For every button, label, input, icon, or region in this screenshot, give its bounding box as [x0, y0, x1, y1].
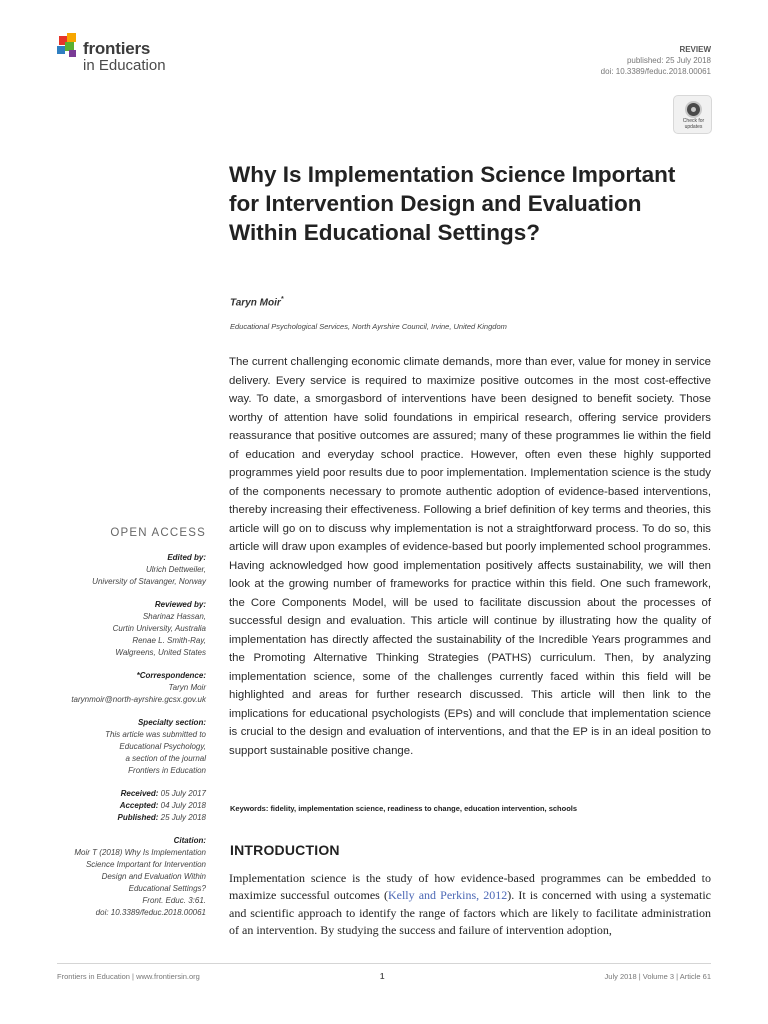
correspondence-block [36, 670, 206, 706]
published-date: published: 25 July 2018 [626, 56, 711, 65]
reviewed-by-label: Reviewed by: [154, 600, 206, 609]
footer-journal-link[interactable]: Frontiers in Education | www.frontiersin.org [57, 972, 200, 981]
intro-text-part1: Implementation science is the study of how evidence-based programmes can be embedded to maximize successful outcomes ( [229, 871, 711, 903]
citation-doi[interactable]: doi: 10.3389/feduc.2018.00061 [95, 908, 206, 917]
accepted-value: 04 July 2018 [160, 801, 206, 810]
footer-divider [57, 963, 711, 964]
published-label: Published: [117, 813, 159, 822]
keywords-label: Keywords: [230, 804, 269, 813]
page-number: 1 [380, 972, 385, 981]
introduction-text [229, 870, 711, 940]
author-name[interactable] [230, 296, 283, 308]
article-doi[interactable]: doi: 10.3389/feduc.2018.00061 [600, 67, 711, 76]
citation-line: Science Important for Intervention [85, 860, 206, 869]
article-info-sidebar [36, 527, 206, 930]
correspondence-mark: * [280, 296, 284, 303]
dates-block [36, 788, 206, 824]
reviewer-name[interactable]: Sharinaz Hassan, [142, 612, 206, 621]
specialty-label: Specialty section: [137, 718, 206, 727]
correspondence-label: *Correspondence: [136, 671, 206, 680]
keywords-list: fidelity, implementation science, readiness to change, education intervention, schools [270, 804, 578, 813]
frontiers-logo-icon [57, 33, 81, 59]
specialty-line: Frontiers in Education [128, 766, 206, 775]
published-date-sidebar [36, 812, 206, 824]
logo-journal-text: in Education [83, 57, 166, 74]
correspondence-name: Taryn Moir [168, 683, 206, 692]
received-value: 05 July 2017 [160, 789, 206, 798]
edited-by-label: Edited by: [167, 553, 206, 562]
article-type: REVIEW [679, 45, 711, 54]
citation-line: Front. Educ. 3:61. [142, 896, 206, 905]
citation-line: Design and Evaluation Within [101, 872, 206, 881]
section-heading-introduction: INTRODUCTION [230, 842, 340, 858]
reviewer-affiliation: Curtin University, Australia [112, 624, 206, 633]
open-access-label: OPEN ACCESS [110, 527, 206, 539]
reviewer-name[interactable]: Renae L. Smith-Ray, [132, 636, 206, 645]
accepted-label: Accepted: [119, 801, 159, 810]
check-updates-label: Check for updates [682, 118, 705, 130]
author-name-text: Taryn Moir [230, 297, 281, 309]
specialty-line: This article was submitted to [105, 730, 206, 739]
reviewed-by-block [36, 599, 206, 659]
author-affiliation: Educational Psychological Services, North Ayrshire Council, Irvine, United Kingdom [230, 322, 507, 331]
specialty-line: a section of the journal [125, 754, 206, 763]
editor-name[interactable]: Ulrich Dettweiler, [145, 565, 206, 574]
received-label: Received: [120, 789, 159, 798]
received-date [36, 788, 206, 800]
footer-issue-info: July 2018 | Volume 3 | Article 61 [604, 972, 711, 981]
citation-label: Citation: [173, 836, 206, 845]
logo-brand-text: frontiers [83, 39, 151, 58]
reviewer-affiliation: Walgreens, United States [115, 648, 206, 657]
accepted-date [36, 800, 206, 812]
article-meta [601, 44, 711, 77]
citation-link[interactable]: Kelly and Perkins, 2012 [387, 888, 508, 903]
specialty-section-block [36, 717, 206, 777]
citation-line: Educational Settings? [128, 884, 206, 893]
edited-by-block [36, 552, 206, 588]
correspondence-email[interactable]: tarynmoir@north-ayrshire.gcsx.gov.uk [71, 695, 206, 704]
intro-text-part2: ). It is concerned with using a systematic and scientific approach to identify the range of factors which are likely to facilitate administration of an intervention. By studying the success and failure of intervention adoption, [229, 888, 711, 938]
citation-line: Moir T (2018) Why Is Implementation [74, 848, 206, 857]
journal-logo[interactable] [57, 33, 197, 78]
citation-block [36, 835, 206, 919]
abstract: The current challenging economic climate demands, more than ever, value for money in service delivery. Every service is required to maximize positive outcomes in the most cost-effective way. To date, a smorgasbord of interventions have been designed to benefit society. Those worthy of attention have solid foundations in empirical research, offering service providers reassurance that positive outcomes are assured; many of these programmes lie within the field of education and everyday school practice. However, often even these highly supported programmes yield poor results due to poor implementation. Implementation science is the study of the components necessary to promote authentic adoption of evidence-based interventions, thereby increasing their effectiveness. Following a brief definition of key terms and theories, this article will go on to discuss why implementation is not a straightforward process. To do so, this article will draw upon examples of evidence-based but poorly implemented school programmes. Having acknowledged how good implementation positively affects sustainability, we will then look at the growing number of frameworks for practice within this field. One such framework, the Core Components Model, will be used to facilitate discussion about the processes of successful design and evaluation. This article will continue by illustrating how the quality of implementation has directly affected the sustainability of the Incredible Years programmes and the Promoting Alternative Thinking Strategies (PATHS) curriculum. Then, by analyzing implementation science, some of the challenges currently faced within this field will be highlighted and areas for further research discussed. This article will then link to the implications for educational psychologists (EPs) and will conclude that implementation science is crucial to the design and evaluation of interventions, and that the EP is in an ideal position to support sustainable positive change. [229, 356, 711, 757]
article-title: Why Is Implementation Science Important for Intervention Design and Evaluation Within Educational Settings? [229, 162, 676, 245]
check-for-updates-button[interactable] [673, 95, 712, 134]
keywords [230, 804, 712, 813]
specialty-line: Educational Psychology, [119, 742, 206, 751]
published-value: 25 July 2018 [160, 813, 206, 822]
check-updates-icon [685, 101, 702, 118]
editor-affiliation: University of Stavanger, Norway [92, 577, 206, 586]
